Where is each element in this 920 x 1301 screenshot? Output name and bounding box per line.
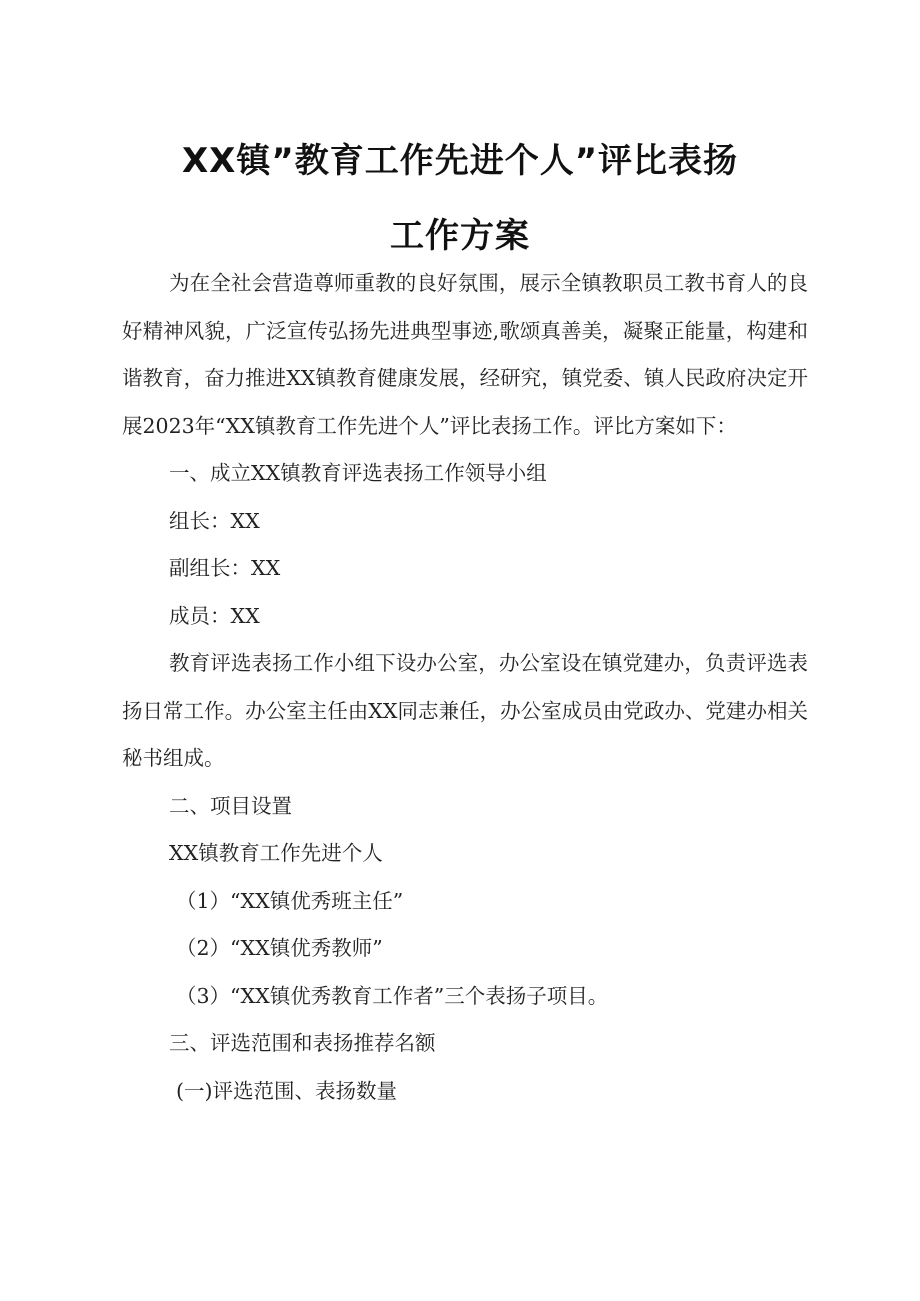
document-body bbox=[122, 260, 808, 1115]
section-3-heading: 三、评选范围和表扬推荐名额 bbox=[169, 1031, 436, 1055]
document-title-line-1: XX镇”教育工作先进个人”评比表扬 bbox=[181, 141, 739, 181]
project-item-1: （1）“XX镇优秀班主任” bbox=[176, 888, 404, 913]
members-line: 成员：XX bbox=[169, 603, 260, 628]
leader-line: 组长：XX bbox=[169, 508, 260, 533]
project-item-3: （3）“XX镇优秀教育工作者”三个表扬子项目。 bbox=[176, 983, 609, 1008]
office-paragraph: 教育评选表扬工作小组下设办公室，办公室设在镇党建办，负责评选表扬日常工作。办公室主任由XX同志兼任，办公室成员由党政办、党建办相关秘书组成。 bbox=[122, 651, 808, 770]
document-title-line-2: 工作方案 bbox=[390, 216, 530, 256]
section-2-heading: 二、项目设置 bbox=[169, 793, 292, 818]
deputy-leader-line: 副组长：XX bbox=[169, 556, 281, 580]
project-item-2: （2）“XX镇优秀教师” bbox=[176, 936, 383, 960]
section-1-heading: 一、成立XX镇教育评选表扬工作领导小组 bbox=[169, 461, 547, 485]
intro-paragraph: 为在全社会营造尊师重教的良好氛围，展示全镇教职员工教书育人的良好精神风貌，广泛宣传弘扬先进典型事迹,歌颂真善美，凝聚正能量，构建和谐教育，奋力推进XX镇教育健康发展，经研究，镇党委、镇人民政府决定开展2023年“XX镇教育工作先进个人”评比表扬工作。评比方案如下： bbox=[122, 271, 808, 438]
project-title: XX镇教育工作先进个人 bbox=[169, 841, 383, 865]
subsection-1-heading: (一)评选范围、表扬数量 bbox=[176, 1078, 397, 1103]
